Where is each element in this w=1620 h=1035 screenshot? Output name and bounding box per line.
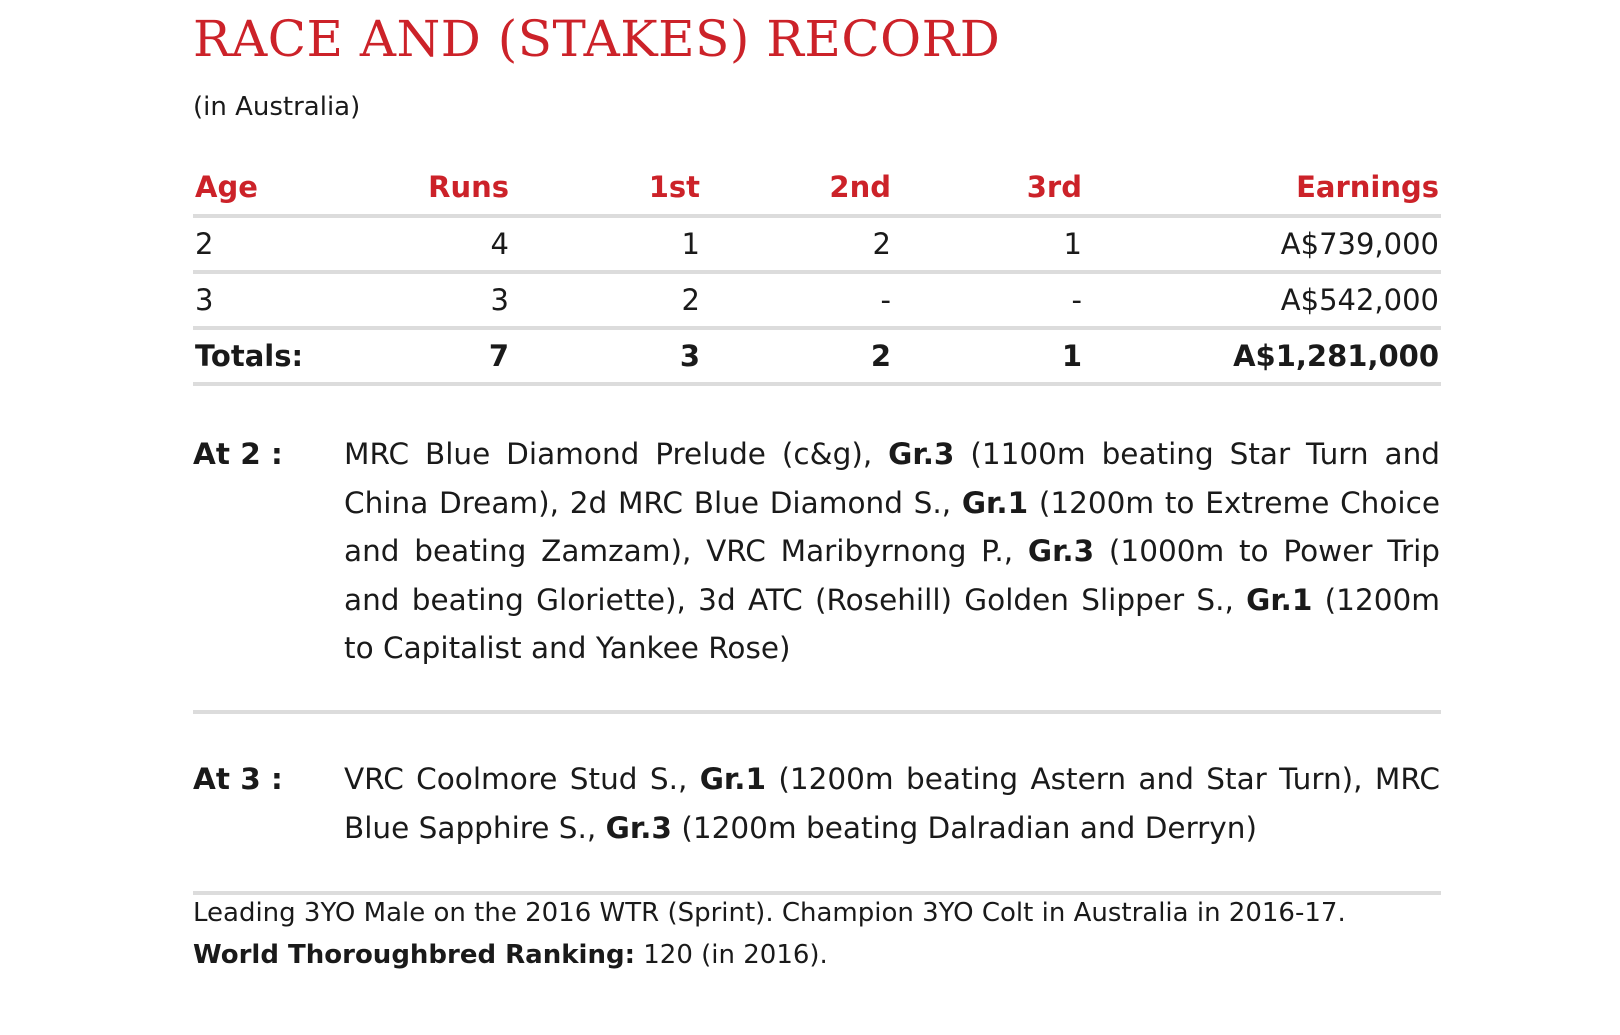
header-age: Age (193, 160, 347, 216)
table-header-row (193, 160, 1441, 216)
cell-age: 3 (193, 272, 347, 328)
stakes-at-2 (193, 430, 1441, 673)
ranking-label: World Thoroughbred Ranking: (193, 940, 635, 970)
stakes-text-part: (1200m to Capitalist and Yankee Rose) (344, 582, 1440, 665)
cell-1st: 2 (511, 272, 702, 328)
stakes-text-part: (1200m to Extreme Choice and beating Zamzam), VRC Maribyrnong P., (344, 485, 1440, 568)
totals-row (193, 328, 1441, 384)
grade-label: Gr.3 (1027, 534, 1095, 568)
table-row (193, 272, 1441, 328)
totals-3rd: 1 (893, 328, 1084, 384)
cell-3rd: 1 (893, 216, 1084, 272)
stakes-text-part: (1200m beating Dalradian and Derryn) (671, 810, 1257, 845)
cell-1st: 1 (511, 216, 702, 272)
page-subtitle: (in Australia) (193, 92, 361, 122)
totals-1st: 3 (511, 328, 702, 384)
cell-runs: 4 (347, 216, 511, 272)
stakes-at-2-text (344, 430, 1440, 673)
ranking-value: 120 (in 2016). (634, 940, 828, 970)
stakes-at-2-label: At 2 : (193, 437, 283, 471)
footer-ranking (193, 940, 828, 970)
grade-label: Gr.3 (605, 810, 672, 845)
footer-note: Leading 3YO Male on the 2016 WTR (Sprint). Champion 3YO Colt in Australia in 2016-17. (193, 898, 1346, 928)
totals-runs: 7 (347, 328, 511, 384)
cell-earnings: A$542,000 (1084, 272, 1441, 328)
totals-earnings: A$1,281,000 (1084, 328, 1441, 384)
page-title: RACE AND (STAKES) RECORD (193, 10, 1001, 68)
header-earnings: Earnings (1084, 160, 1441, 216)
section-divider (193, 710, 1441, 714)
header-2nd: 2nd (702, 160, 893, 216)
cell-runs: 3 (347, 272, 511, 328)
header-1st: 1st (511, 160, 702, 216)
stakes-text-part: MRC Blue Diamond Prelude (c&g), (344, 437, 889, 471)
race-record-table (193, 160, 1441, 386)
stakes-text-part: (1100m beating Star Turn and China Dream), 2d MRC Blue Diamond S., (344, 437, 1440, 520)
stakes-at-3-text (344, 755, 1440, 852)
stakes-text-part: VRC Coolmore Stud S., (344, 762, 700, 796)
stakes-text-part: (1000m to Power Trip and beating Gloriette), 3d ATC (Rosehill) Golden Slipper S., (344, 534, 1440, 617)
cell-2nd: 2 (702, 216, 893, 272)
grade-label: Gr.3 (888, 437, 955, 471)
cell-3rd: - (893, 272, 1084, 328)
cell-2nd: - (702, 272, 893, 328)
footer-divider (193, 891, 1441, 895)
stakes-at-3-label: At 3 : (193, 762, 283, 796)
header-runs: Runs (347, 160, 511, 216)
header-3rd: 3rd (893, 160, 1084, 216)
grade-label: Gr.1 (961, 485, 1029, 520)
cell-earnings: A$739,000 (1084, 216, 1441, 272)
stakes-text-part: (1200m beating Astern and Star Turn), MRC Blue Sapphire S., (344, 762, 1440, 845)
cell-age: 2 (193, 216, 347, 272)
totals-label: Totals: (193, 328, 347, 384)
grade-label: Gr.1 (1246, 582, 1313, 617)
grade-label: Gr.1 (699, 762, 766, 796)
table-row (193, 216, 1441, 272)
totals-2nd: 2 (702, 328, 893, 384)
stakes-at-3 (193, 755, 1441, 852)
